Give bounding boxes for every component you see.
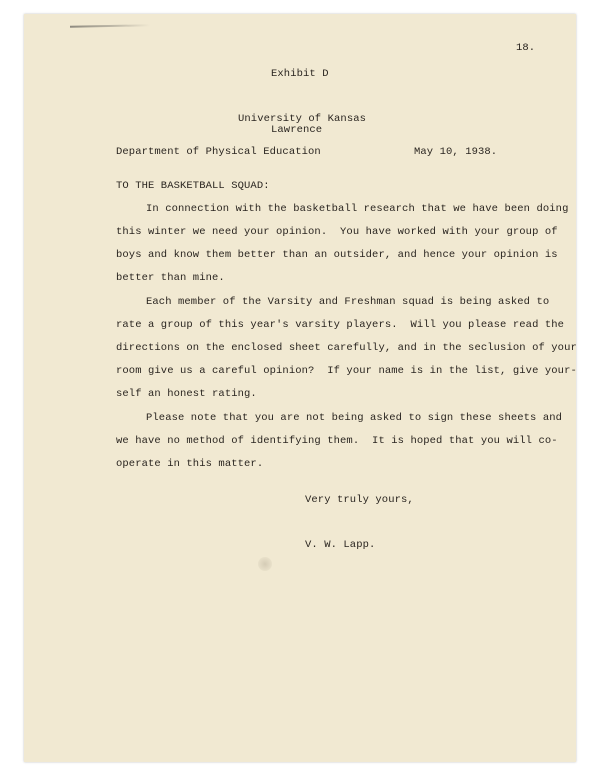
department-name: Department of Physical Education xyxy=(116,146,321,158)
paragraph-3-line-1: Please note that you are not being asked to sign these sheets and xyxy=(146,412,563,424)
paper-smudge xyxy=(258,557,272,571)
paragraph-3-line-2: we have no method of identifying them. It is hoped that you will co- xyxy=(116,435,558,447)
page-number: 18. xyxy=(516,42,536,54)
signature: V. W. Lapp. xyxy=(305,539,376,551)
paragraph-3-line-3: operate in this matter. xyxy=(116,458,264,470)
paragraph-2-line-1: Each member of the Varsity and Freshman squad is being asked to xyxy=(146,296,550,308)
paragraph-2-line-2: rate a group of this year's varsity players. Will you please read the xyxy=(116,319,565,331)
closing: Very truly yours, xyxy=(305,494,414,506)
paragraph-1-line-1: In connection with the basketball research that we have been doing xyxy=(146,203,569,215)
letterhead-city: Lawrence xyxy=(271,124,323,136)
exhibit-label: Exhibit D xyxy=(271,68,329,80)
paragraph-2-line-3: directions on the enclosed sheet carefully, and in the seclusion of your xyxy=(116,342,577,354)
paragraph-1-line-2: this winter we need your opinion. You have worked with your group of xyxy=(116,226,558,238)
paragraph-1-line-3: boys and know them better than an outsider, and hence your opinion is xyxy=(116,249,558,261)
paragraph-2-line-4: room give us a careful opinion? If your name is in the list, give your- xyxy=(116,365,577,377)
paragraph-1-line-4: better than mine. xyxy=(116,272,225,284)
letter-date: May 10, 1938. xyxy=(414,146,498,158)
letterhead-institution: University of Kansas xyxy=(238,113,367,125)
paragraph-2-line-5: self an honest rating. xyxy=(116,388,257,400)
salutation: TO THE BASKETBALL SQUAD: xyxy=(116,180,270,192)
